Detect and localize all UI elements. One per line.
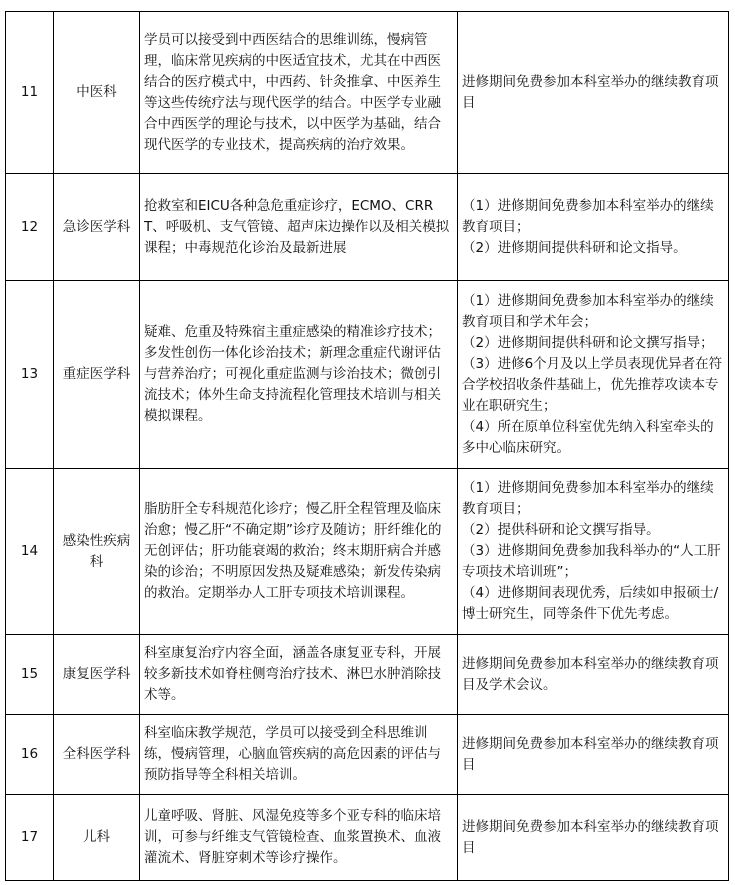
- benefit-item: 进修期间免费参加本科室举办的继续教育项目: [462, 735, 719, 773]
- training-content: 抢救室和EICU各种急危重症诊疗，ECMO、CRRT、呼吸机、支气管镜、超声床边操作以及相关模拟课程；中毒规范化诊治及最新进展: [140, 174, 458, 281]
- benefit-item: （3）进修期间免费参加我科举办的“人工肝专项技术培训班”；: [462, 543, 721, 580]
- row-number: 17: [6, 795, 54, 881]
- trainee-benefits: [458, 795, 729, 881]
- training-content: 儿童呼吸、肾脏、风湿免疫等多个亚专科的临床培训，可参与纤维支气管镜检查、血浆置换术、血液灌流术、肾脏穿刺术等诊疗操作。: [140, 795, 458, 881]
- benefit-item: （1）进修期间免费参加本科室举办的继续教育项目和学术年会；: [462, 292, 714, 330]
- training-content: 脂肪肝全专科规范化诊疗；慢乙肝全程管理及临床治愈；慢乙肝“不确定期”诊疗及随访；肝纤维化的无创评估；肝功能衰竭的救治；终末期肝病合并感染的诊治；不明原因发热及疑难感染；新发传染病的救治。定期举办人工肝专项技术培训课程。: [140, 469, 458, 635]
- benefit-item: （1）进修期间免费参加本科室举办的继续教育项目；: [462, 480, 714, 517]
- department-name: 儿科: [54, 795, 140, 881]
- benefit-item: 进修期间免费参加本科室举办的继续教育项目: [462, 73, 719, 111]
- table-row: [6, 635, 729, 715]
- trainee-benefits: [458, 635, 729, 715]
- department-name: 全科医学科: [54, 715, 140, 795]
- department-table-container: [5, 11, 728, 881]
- benefit-item: 进修期间免费参加本科室举办的继续教育项目: [462, 818, 719, 856]
- table-row: [6, 715, 729, 795]
- training-content: 科室临床教学规范，学员可以接受到全科思维训练，慢病管理，心脑血管疾病的高危因素的评估与预防指导等全科相关培训。: [140, 715, 458, 795]
- trainee-benefits: [458, 469, 729, 635]
- benefit-item: （2）进修期间提供科研和论文指导。: [462, 239, 687, 256]
- benefit-item: 进修期间免费参加本科室举办的继续教育项目及学术会议。: [462, 655, 719, 693]
- department-training-table: [5, 11, 729, 881]
- trainee-benefits: [458, 12, 729, 174]
- department-name: 康复医学科: [54, 635, 140, 715]
- benefit-item: （2）提供科研和论文撰写指导。: [462, 522, 660, 538]
- table-row: [6, 795, 729, 881]
- benefit-item: （2）进修期间提供科研和论文撰写指导；: [462, 334, 714, 351]
- trainee-benefits: [458, 281, 729, 469]
- row-number: 11: [6, 12, 54, 174]
- department-name: 中医科: [54, 12, 140, 174]
- table-row: [6, 281, 729, 469]
- benefit-item: （4）所在原单位科室优先纳入科室牵头的多中心临床研究。: [462, 418, 714, 456]
- trainee-benefits: [458, 174, 729, 281]
- table-body: [6, 12, 729, 881]
- department-name: 重症医学科: [54, 281, 140, 469]
- benefit-item: （1）进修期间免费参加本科室举办的继续教育项目；: [462, 197, 714, 235]
- benefit-item: （4）进修期间表现优秀，后续如申报硕士/博士研究生，同等条件下优先考虑。: [462, 585, 719, 622]
- benefit-item: （3）进修6个月及以上学员表现优异者在符合学校招收条件基础上，优先推荐攻读本专业在职研究生；: [462, 355, 723, 414]
- department-name: 急诊医学科: [54, 174, 140, 281]
- table-row: [6, 174, 729, 281]
- row-number: 12: [6, 174, 54, 281]
- table-row: [6, 469, 729, 635]
- row-number: 15: [6, 635, 54, 715]
- training-content: 科室康复治疗内容全面，涵盖各康复亚专科，开展较多新技术如脊柱侧弯治疗技术、淋巴水肿消除技术等。: [140, 635, 458, 715]
- table-row: [6, 12, 729, 174]
- row-number: 13: [6, 281, 54, 469]
- trainee-benefits: [458, 715, 729, 795]
- department-name: 感染性疾病科: [54, 469, 140, 635]
- training-content: 学员可以接受到中西医结合的思维训练，慢病管理，临床常见疾病的中医适宜技术，尤其在中西医结合的医疗模式中，中西药、针灸推拿、中医养生等这些传统疗法与现代医学的结合。中医学专业融合中西医学的理论与技术，以中医学为基础，结合现代医学的专业技术，提高疾病的治疗效果。: [140, 12, 458, 174]
- row-number: 16: [6, 715, 54, 795]
- row-number: 14: [6, 469, 54, 635]
- training-content: 疑难、危重及特殊宿主重症感染的精准诊疗技术；多发性创伤一体化诊治技术；新理念重症代谢评估与营养治疗；可视化重症监测与诊治技术；微创引流技术；体外生命支持流程化管理技术培训与相关模拟课程。: [140, 281, 458, 469]
